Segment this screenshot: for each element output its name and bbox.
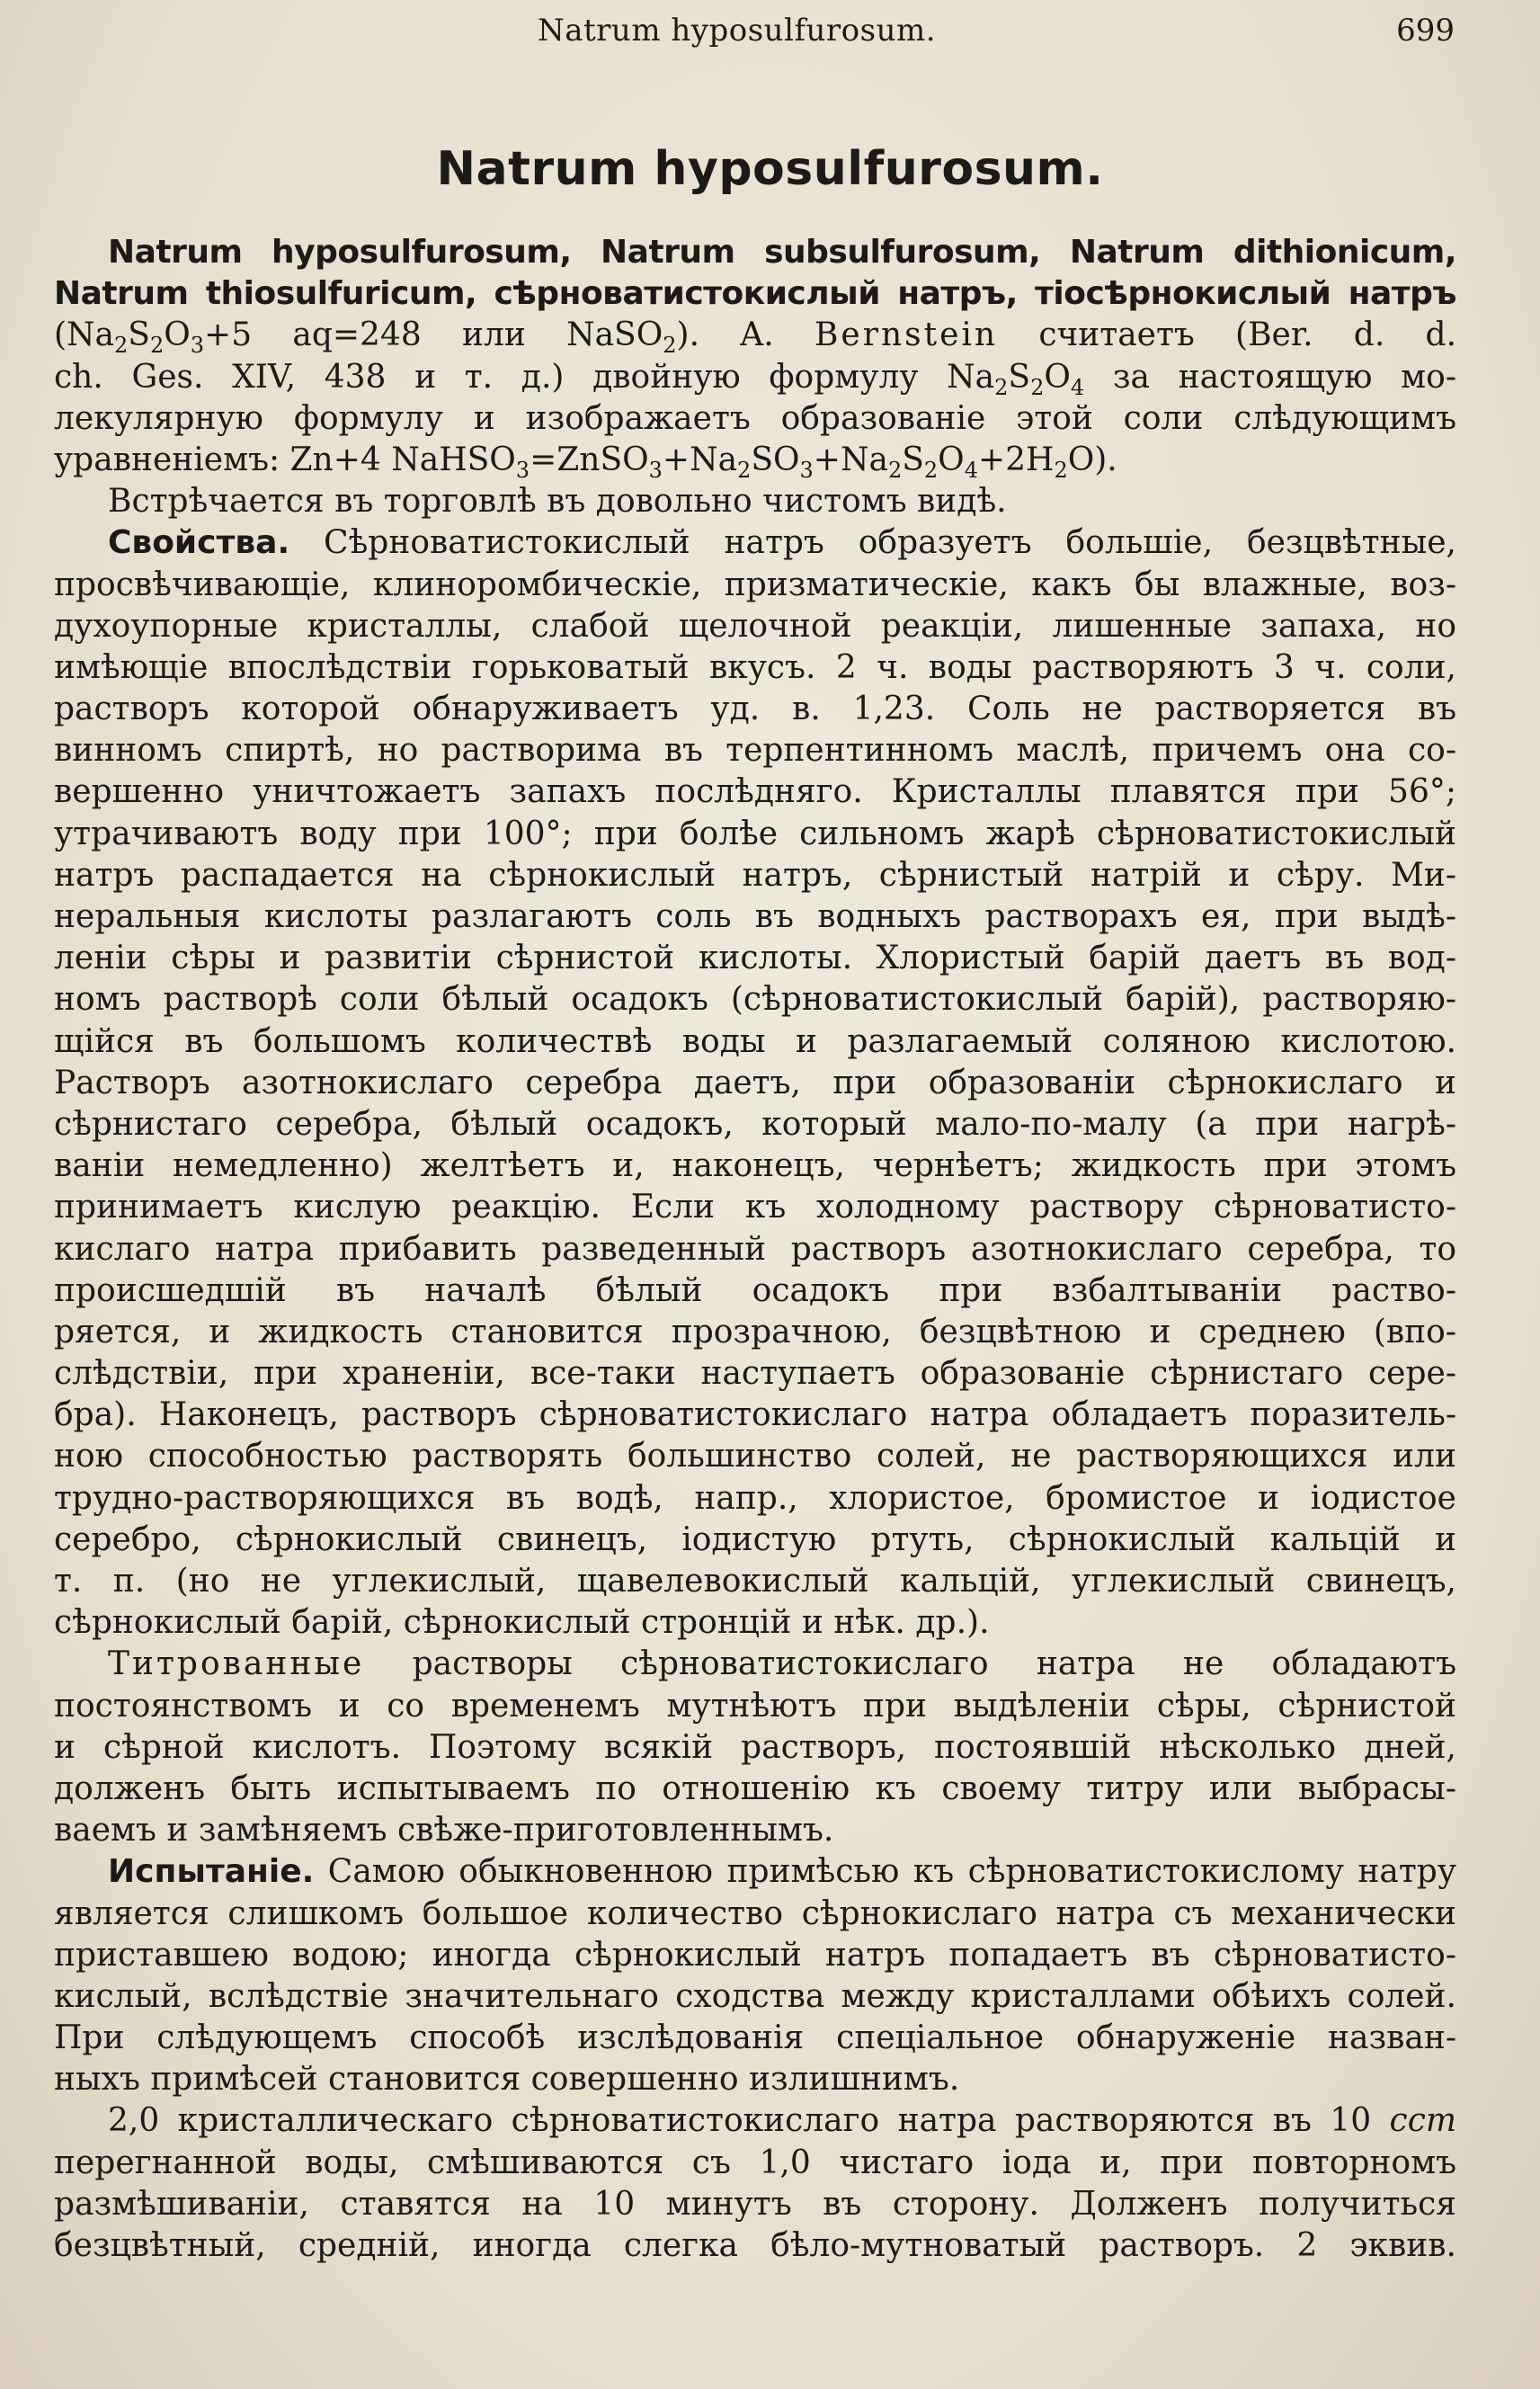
text-line: ваніи немедленно) желтѣетъ и, наконецъ, чернѣетъ; жидкость при этомъ — [54, 1147, 1456, 1185]
text-line: Титрованные растворы сѣрноватистокислаго натра не обладаютъ — [108, 1645, 1456, 1683]
text-line: леніи сѣры и развитіи сѣрнистой кислоты. Хлористый барій даетъ въ вод- — [54, 940, 1456, 977]
text-line: номъ растворѣ соли бѣлый осадокъ (сѣрноватистокислый барій), растворяю- — [54, 981, 1456, 1019]
text-line: имѣющіе впослѣдствіи горьковатый вкусъ. 2 ч. воды растворяютъ 3 ч. соли, — [54, 648, 1456, 686]
text-line: вершенно уничтожаетъ запахъ послѣдняго. Кристаллы плавятся при 56°; — [54, 773, 1456, 811]
text-line: приставшею водою; иногда сѣрнокислый натръ попадаетъ въ сѣрноватисто- — [54, 1936, 1456, 1974]
text-line: уравненіемъ: Zn+4 $NaHSO_3=ZnSO_3+Na_2SO_3+Na_2S_2O_4+2H_2O$). — [54, 441, 1117, 482]
text-line: Natrum hyposulfurosum, Natrum subsulfurosum, Natrum dithionicum, — [108, 234, 1456, 271]
text-line: винномъ спиртѣ, но растворима въ терпентинномъ маслѣ, причемъ она со- — [54, 732, 1456, 770]
text-line: сѣрнистаго серебра, бѣлый осадокъ, который мало-по-малу (а при нагрѣ- — [54, 1105, 1456, 1143]
text-line: Встрѣчается въ торговлѣ въ довольно чистомъ видѣ. — [108, 483, 1007, 521]
text-line: просвѣчивающіе, клиноромбическіе, призматическіе, какъ бы влажные, воз- — [54, 566, 1456, 603]
text-line: натръ распадается на сѣрнокислый натръ, сѣрнистый натрій и сѣру. Ми- — [54, 856, 1456, 894]
text-line: растворъ которой обнаруживаетъ уд. в. 1,23. Соль не растворяется въ — [54, 691, 1456, 728]
text-line: и сѣрной кислотъ. Поэтому всякій растворъ, постоявшій нѣсколько дней, — [54, 1728, 1456, 1766]
running-head — [54, 13, 1455, 58]
text-line: ваемъ и замѣняемъ свѣже-приготовленнымъ. — [54, 1812, 834, 1850]
article-body — [54, 232, 1456, 2267]
text-line: безцвѣтный, средній, иногда слегка бѣло-мутноватый растворъ. 2 эквив. — [54, 2227, 1456, 2264]
text-line: неральныя кислоты разлагаютъ соль въ водныхъ растворахъ ея, при выдѣ- — [54, 898, 1456, 935]
text-line: сѣрнокислый барій, сѣрнокислый стронцій и нѣк. др.). — [54, 1604, 990, 1642]
article-title: Natrum hyposulfurosum. — [436, 142, 1104, 196]
text-line: Испытаніе. Самою обыкновенною примѣсью къ сѣрноватистокислому натру — [108, 1853, 1456, 1891]
section-heading-properties: Свойства. — [108, 524, 290, 562]
page-number: 699 — [1396, 13, 1455, 49]
text-line: бра). Наконецъ, растворъ сѣрноватистокислаго натра обладаетъ поразитель- — [54, 1396, 1456, 1434]
text-line: кислаго натра прибавить разведенный растворъ азотнокислаго серебра, то — [54, 1230, 1456, 1268]
text-line: т. п. (но не углекислый, щавелевокислый кальцій, углекислый свинецъ, — [54, 1563, 1456, 1600]
text-line: кислый, вслѣдствіе значительнаго сходства между кристаллами обѣихъ солей. — [54, 1977, 1456, 2015]
text-line: долженъ быть испытываемъ по отношенію къ своему титру или выбрасы- — [54, 1769, 1456, 1807]
text-line: ch. Ges. XIV, 438 и т. д.) двойную формулу $Na_2S_2O_4$ за настоящую мо- — [54, 358, 1456, 398]
text-line: принимаетъ кислую реакцію. Если къ холодному раствору сѣрноватисто- — [54, 1189, 1456, 1226]
text-line: 2,0 кристаллическаго сѣрноватистокислаго натра растворяются въ 10 ccm — [108, 2102, 1456, 2140]
text-line: слѣдствіи, при храненіи, все-таки наступаетъ образованіе сѣрнистаго сере- — [54, 1355, 1456, 1393]
text-line: лекулярную формулу и изображаетъ образованіе этой соли слѣдующимъ — [54, 399, 1456, 437]
text-line: ною способностью растворять большинство солей, не растворяющихся или — [54, 1438, 1456, 1475]
text-line: щійся въ большомъ количествѣ воды и разлагаемый соляною кислотою. — [54, 1022, 1456, 1060]
text-line: размѣшиваніи, ставятся на 10 минутъ въ сторону. Долженъ получиться — [54, 2185, 1456, 2223]
text-line: Растворъ азотнокислаго серебра даетъ, при образованіи сѣрнокислаго и — [54, 1064, 1456, 1101]
text-line: При слѣдующемъ способѣ изслѣдованія спеціальное обнаруженіе назван- — [54, 2019, 1456, 2057]
text-line: Natrum thiosulfuricum, сѣрноватистокислый натръ, тіосѣрнокислый натръ — [54, 275, 1456, 313]
text-line: духоупорные кристаллы, слабой щелочной реакціи, лишенные запаха, но — [54, 607, 1456, 645]
running-head-title: Natrum hyposulfurosum. — [538, 13, 937, 49]
text-line: серебро, сѣрнокислый свинецъ, іодистую ртуть, сѣрнокислый кальцій и — [54, 1520, 1456, 1558]
text-line: происшедшій въ началѣ бѣлый осадокъ при взбалтываніи раство- — [54, 1271, 1456, 1309]
text-line: перегнанной воды, смѣшиваются съ 1,0 чистаго іода и, при повторномъ — [54, 2144, 1456, 2181]
text-line: ряется, и жидкость становится прозрачною, безцвѣтною и среднею (впо- — [54, 1313, 1456, 1350]
text-line: является слишкомъ большое количество сѣрнокислаго натра съ механически — [54, 1894, 1456, 1932]
text-line: утрачиваютъ воду при 100°; при болѣе сильномъ жарѣ сѣрноватистокислый — [54, 815, 1456, 852]
text-line: трудно-растворяющихся въ водѣ, напр., хлористое, бромистое и іодистое — [54, 1479, 1456, 1517]
text-line: ($Na_2S_2O_3+5$ aq=248 или NaSO$_2$). A. Bernstein считаетъ (Ber. d. d. — [54, 316, 1456, 357]
text-line: ныхъ примѣсей становится совершенно излишнимъ. — [54, 2061, 960, 2099]
text-line: Свойства. Сѣрноватистокислый натръ образуетъ большіе, безцвѣтные, — [108, 524, 1456, 562]
section-heading-testing: Испытаніе. — [108, 1853, 315, 1891]
text-line: постоянствомъ и со временемъ мутнѣютъ при выдѣленіи сѣры, сѣрнистой — [54, 1687, 1456, 1725]
